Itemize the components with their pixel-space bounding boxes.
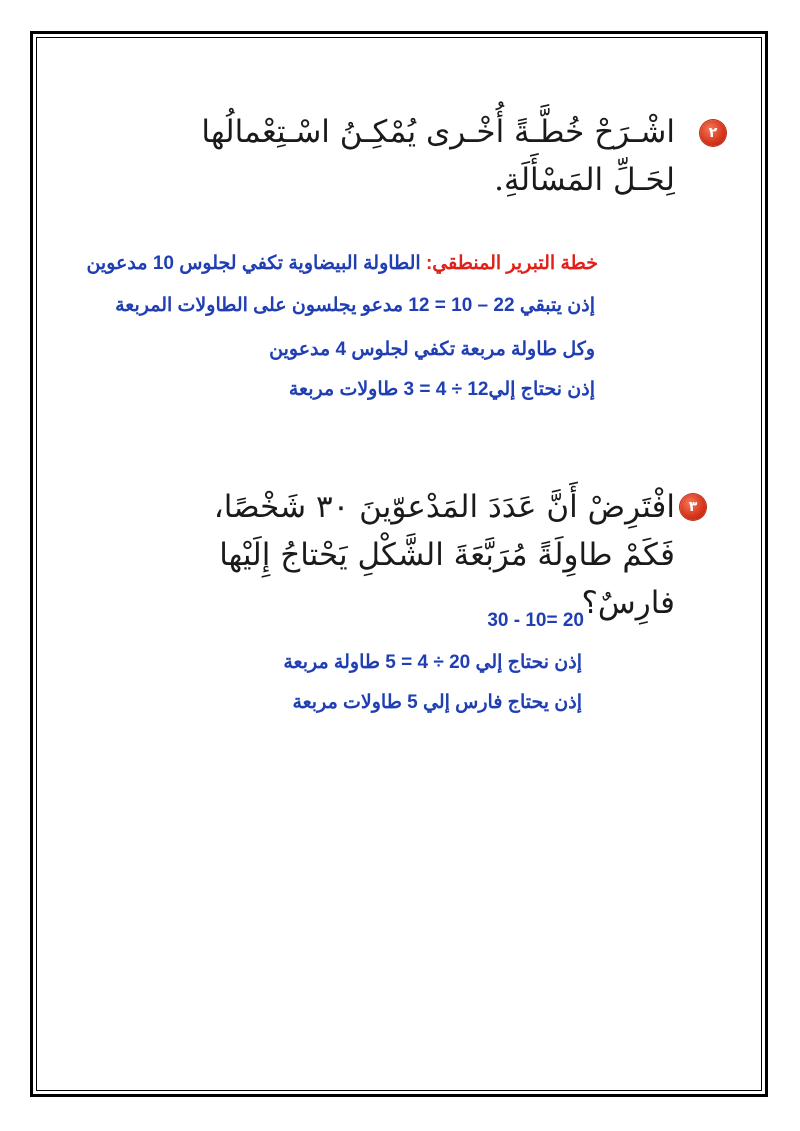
answer-q3-line-2: إذن نحتاج إلي 20 ÷ 4 = 5 طاولة مربعة: [283, 652, 582, 673]
answer-q3-equation: 30 - 10= 20: [487, 610, 584, 631]
answer-q2-line-2: إذن يتبقي 22 – 10 = 12 مدعو يجلسون على الطاولات المربعة: [115, 295, 595, 316]
question-number-badge: ٣: [680, 494, 706, 520]
answer-q2-line-1-text: الطاولة البيضاوية تكفي لجلوس 10 مدعوين: [86, 253, 426, 274]
question-number-badge: ٢: [700, 120, 726, 146]
plan-label: خطة التبرير المنطقي:: [425, 253, 598, 274]
question-3-text: افْتَرِضْ أَنَّ عَدَدَ المَدْعوّينَ ٣٠ شَخْصًا، فَكَمْ طاوِلَةً مُرَبَّعَةَ الشَّكْلِ يَحْتاجُ إِلَيْها فارِسٌ؟: [213, 489, 675, 621]
answer-q3-line-1: [487, 610, 584, 632]
answer-q2-line-1: [86, 252, 598, 275]
question-2-text: اشْـرَحْ خُطَّـةً أُخْـرى يُمْكِـنُ اسْـتِعْمالُها لِحَـلِّ المَسْأَلَةِ.: [201, 114, 675, 198]
answer-q2-line-4: إذن نحتاج إلي12 ÷ 4 = 3 طاولات مربعة: [288, 379, 595, 400]
answer-q3-line-3: إذن يحتاج فارس إلي 5 طاولات مربعة: [292, 692, 582, 713]
answer-q2-line-3: وكل طاولة مربعة تكفي لجلوس 4 مدعوين: [269, 339, 595, 360]
